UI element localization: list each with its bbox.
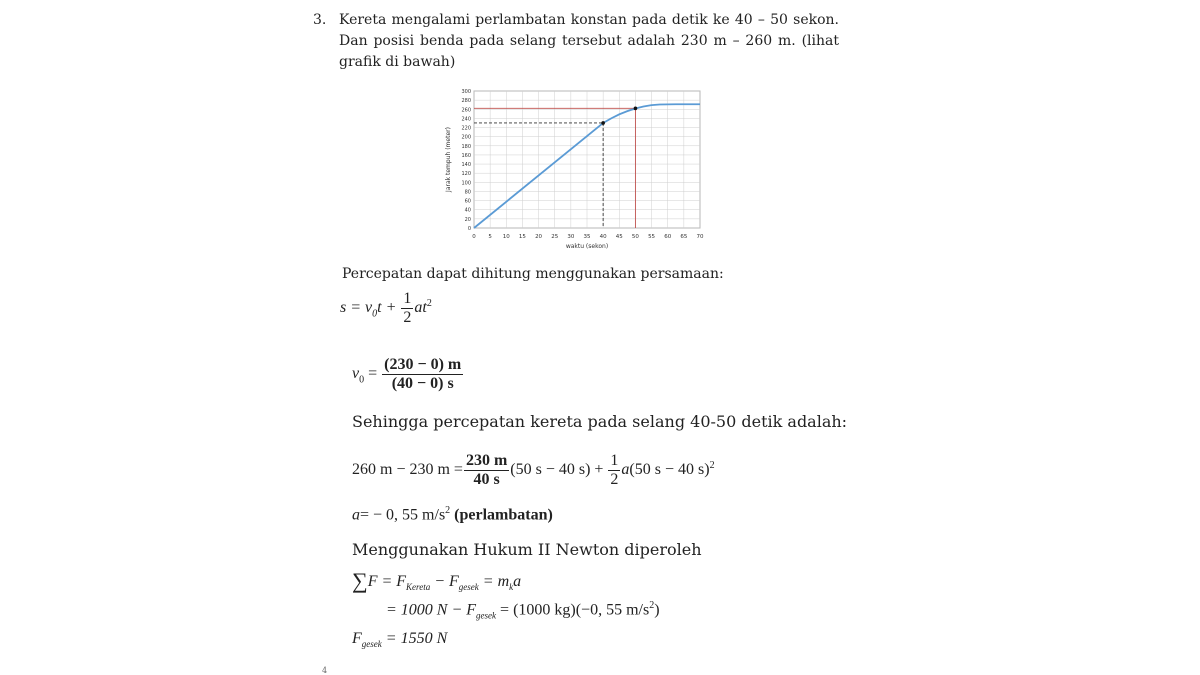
equation-newton-sum: $\sum F = F_{Kereta} - F_{gesek} = m_ka$ <box>352 568 522 593</box>
x-tick-labels <box>472 234 704 240</box>
y-tick-label: 40 <box>464 207 471 214</box>
x-tick-label: 60 <box>664 234 672 240</box>
x-tick-label: 30 <box>567 234 575 240</box>
y-tick-label: 120 <box>461 171 471 178</box>
sehingga-text: Sehingga percepatan kereta pada selang 40-50 detik adalah: <box>352 412 848 431</box>
y-axis-label: Jarak tempuh (meter) <box>445 127 452 192</box>
x-tick-label: 45 <box>615 234 623 240</box>
x-tick-label: 25 <box>551 234 559 240</box>
x-tick-label: 0 <box>472 234 476 240</box>
intro-text: Percepatan dapat dihitung menggunakan persamaan: <box>342 266 724 282</box>
x-tick-label: 15 <box>518 234 526 240</box>
speed-fraction: $\frac{230 m}{40 s}$ <box>465 452 508 488</box>
equation-v0: $v_0$ = $\frac{(230 - 0) m}{(40 - 0) s}$ <box>352 356 462 392</box>
y-tick-label: 180 <box>461 143 471 150</box>
equation-newton-values: = 1000 $N - F_{gesek} = (1000$ kg)(−0, 55 $m/s^2$) <box>386 600 660 621</box>
x-tick-label: 20 <box>535 234 543 240</box>
y-tick-label: 300 <box>461 89 471 95</box>
equation-acceleration: 260 m − 230 m = $\frac{230 m}{40 s}$ (50 s − 40 s) + $\frac{1}{2}$ a(50 s − 40 s)$^2$ <box>352 452 715 488</box>
x-axis-label: waktu (sekon) <box>565 243 609 250</box>
y-tick-label: 80 <box>464 189 471 196</box>
distance-time-chart <box>436 86 708 256</box>
x-tick-label: 10 <box>502 234 510 240</box>
half-fraction-2: $\frac{1}{2}$ <box>610 452 619 488</box>
data-point-marker <box>601 121 605 125</box>
y-tick-labels <box>461 89 471 232</box>
y-tick-label: 240 <box>461 116 471 123</box>
x-tick-label: 50 <box>631 234 639 240</box>
chart-grid <box>474 91 700 228</box>
y-tick-label: 280 <box>461 98 471 105</box>
problem-number: 3. <box>313 12 327 28</box>
half-fraction: $\frac{1}{2}$ <box>403 290 412 326</box>
problem-text: Kereta mengalami perlambatan konstan pada detik ke 40 – 50 sekon. Dan posisi benda pada selang tersebut adalah 230 m – 260 m. (lihat grafik di bawah) <box>339 12 839 70</box>
y-tick-label: 220 <box>461 125 471 132</box>
x-tick-label: 40 <box>599 234 607 240</box>
x-tick-label: 65 <box>680 234 688 240</box>
equation-a-result: a= − 0, 55 $m/s^2$ (perlambatan) <box>352 505 553 524</box>
y-tick-label: 200 <box>461 134 471 141</box>
data-point-marker <box>634 107 638 111</box>
y-tick-label: 160 <box>461 152 471 159</box>
y-tick-label: 140 <box>461 162 471 169</box>
y-tick-label: 260 <box>461 107 471 114</box>
v0-fraction: $\frac{(230 - 0) m}{(40 - 0) s}$ <box>384 356 462 392</box>
page-number-fragment: 4 <box>322 666 328 675</box>
x-tick-label: 55 <box>648 234 656 240</box>
newton-text: Menggunakan Hukum II Newton diperoleh <box>352 540 702 559</box>
y-tick-label: 100 <box>461 180 471 187</box>
x-tick-label: 70 <box>696 234 704 240</box>
y-tick-label: 0 <box>467 226 471 232</box>
y-tick-label: 20 <box>464 216 471 223</box>
x-tick-label: 5 <box>488 234 492 240</box>
equation-friction-result: $F_{gesek} = 1550$ N <box>352 630 448 649</box>
y-tick-label: 60 <box>464 198 471 205</box>
x-tick-label: 35 <box>583 234 591 240</box>
equation-position: $s = v_0t$ + $\frac{1}{2}$ $at^2$ <box>340 290 432 326</box>
